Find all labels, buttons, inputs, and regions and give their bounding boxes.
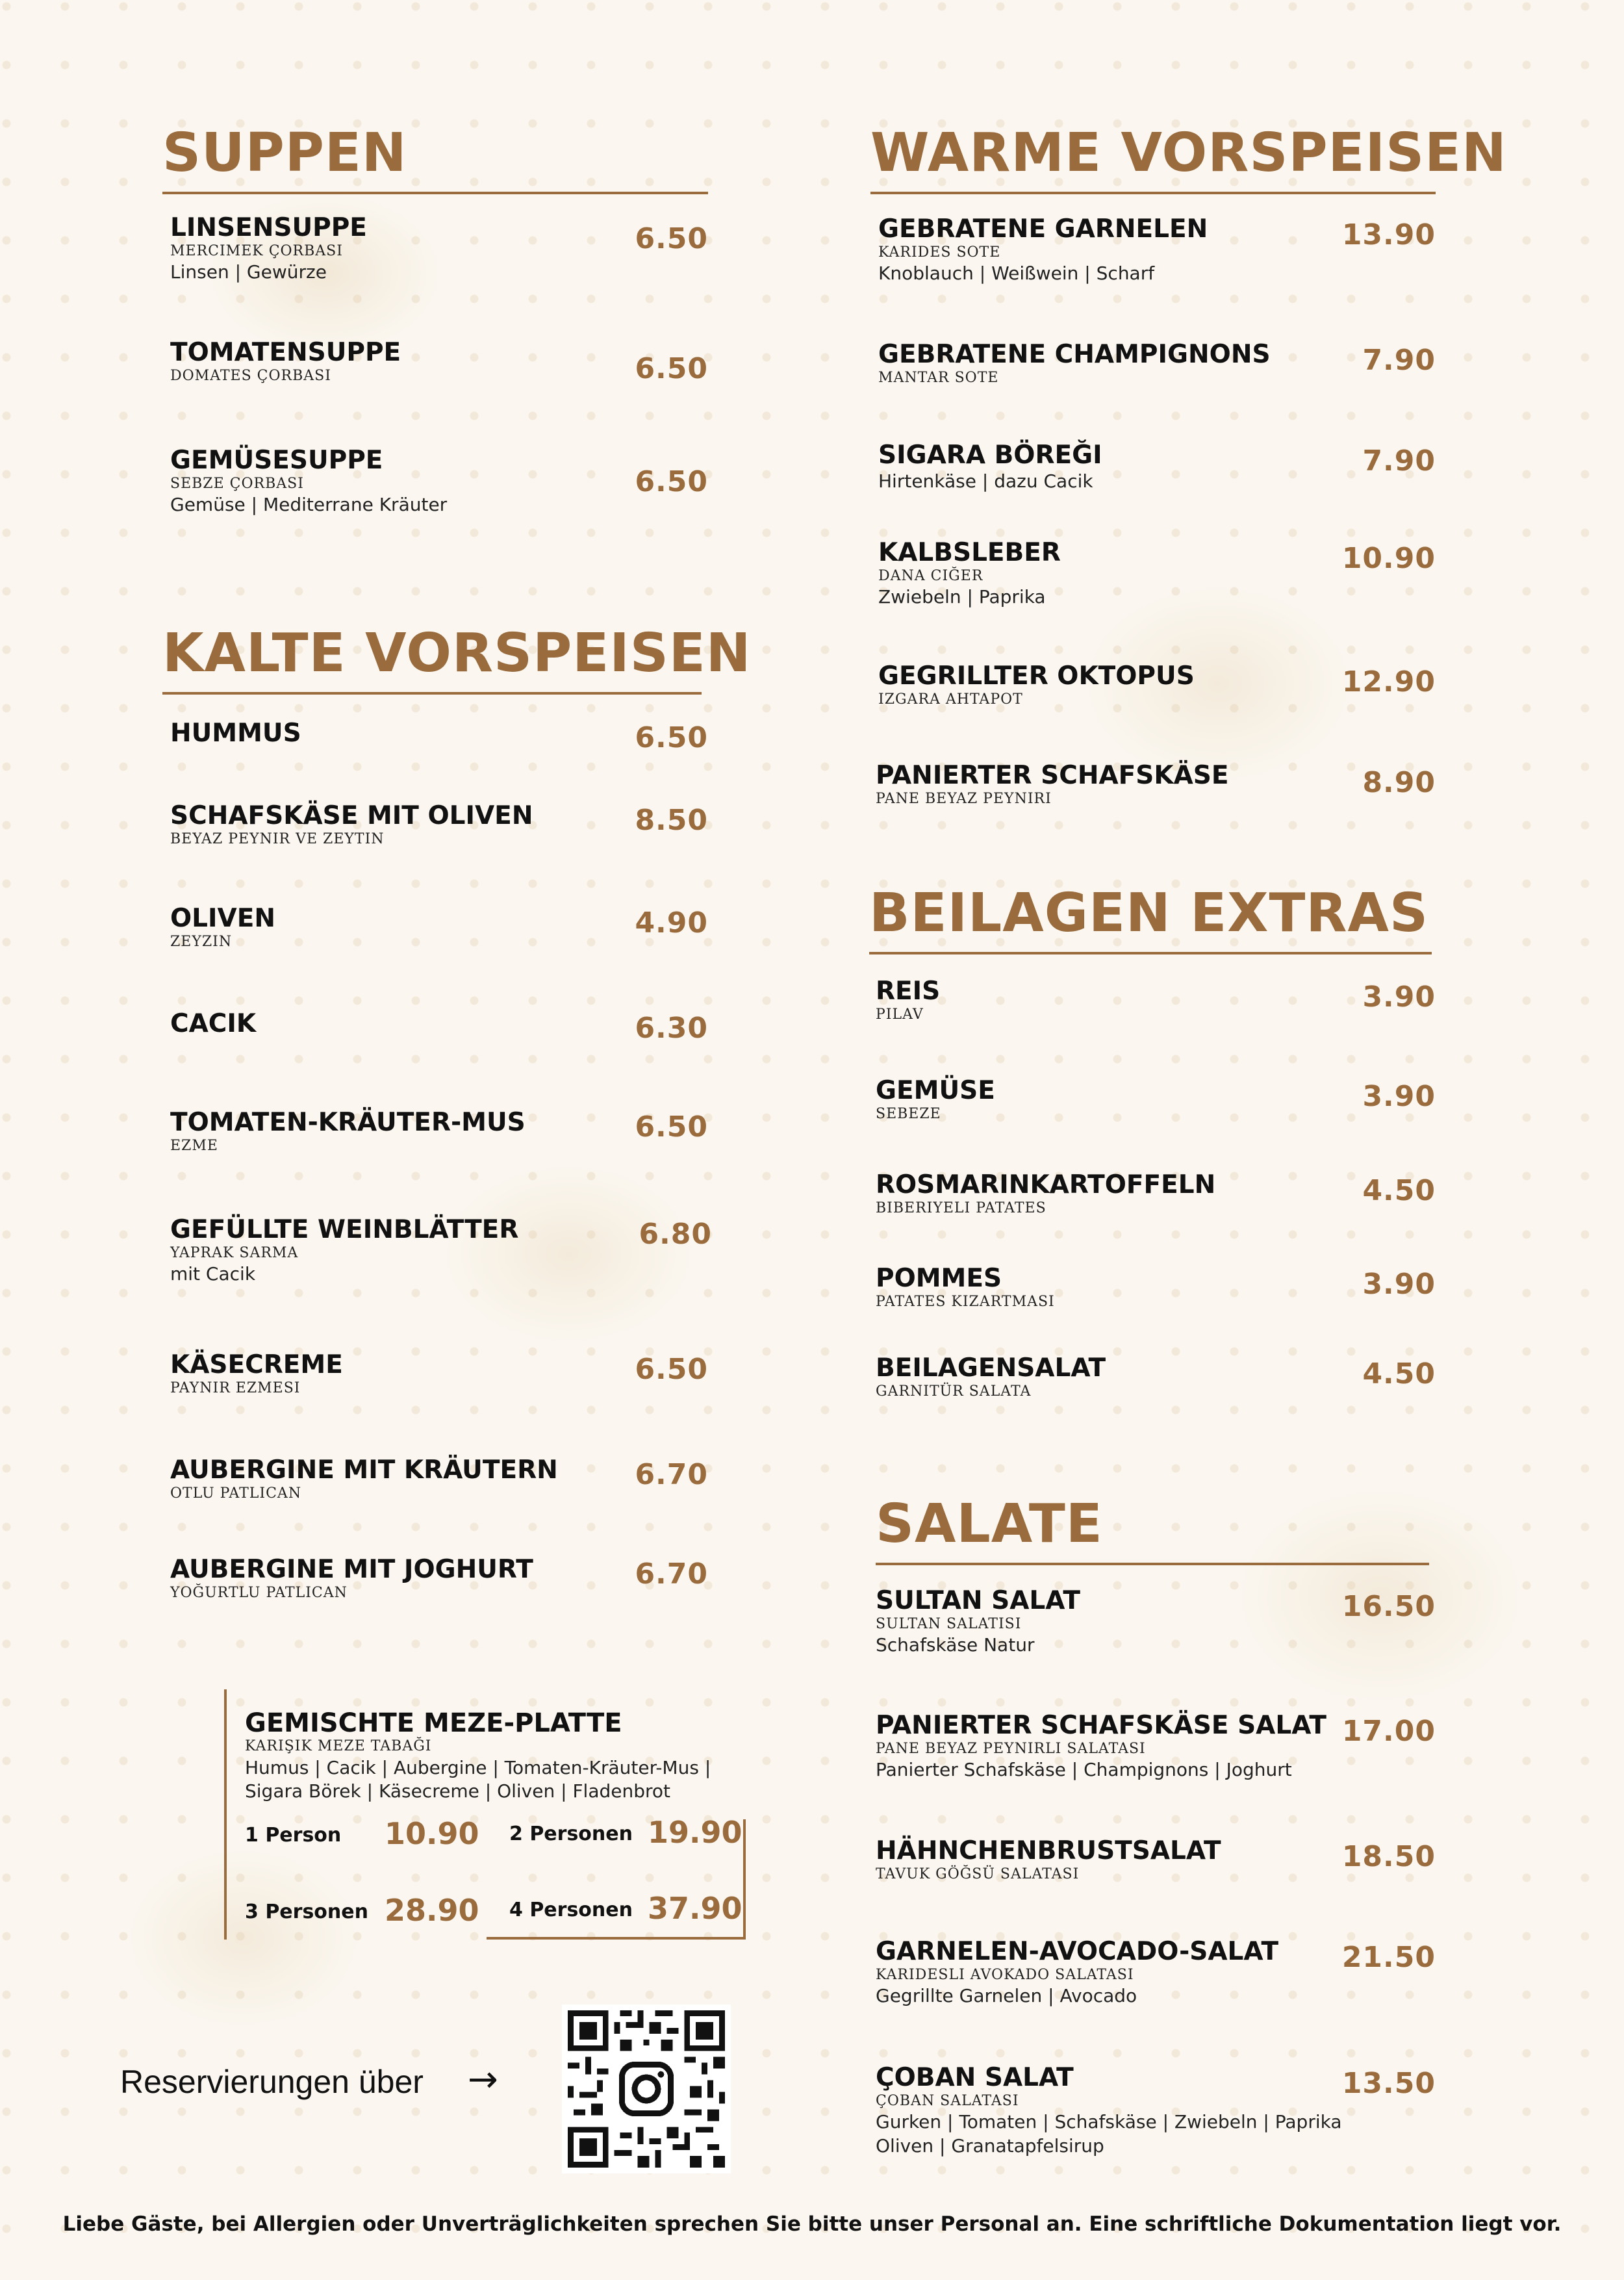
item-name: PANIERTER SCHAFSKÄSE bbox=[876, 761, 1229, 790]
menu-item bbox=[876, 2064, 1436, 2158]
item-name: SULTAN SALAT bbox=[876, 1586, 1081, 1615]
meze-subtitle: KARIŞIK MEZE TABAĞI bbox=[245, 1738, 432, 1754]
item-name: GEBRATENE CHAMPIGNONS bbox=[878, 340, 1271, 369]
item-price: 6.50 bbox=[635, 1353, 708, 1386]
item-subtitle: SEBZE ÇORBASI bbox=[170, 475, 304, 492]
item-price: 3.90 bbox=[1362, 1080, 1436, 1113]
item-description: mit Cacik bbox=[170, 1263, 256, 1285]
section-beilagen-extras bbox=[869, 882, 1432, 954]
item-price: 13.90 bbox=[1341, 218, 1436, 251]
menu-item bbox=[170, 447, 708, 517]
menu-item bbox=[878, 539, 1436, 609]
arrow-right-icon: → bbox=[468, 2058, 498, 2101]
item-name: GARNELEN-AVOCADO-SALAT bbox=[876, 1937, 1279, 1966]
menu-item bbox=[170, 1109, 708, 1155]
item-name: GEMÜSE bbox=[876, 1076, 995, 1105]
menu-item bbox=[876, 1077, 1436, 1123]
item-subtitle: PAYNIR EZMESI bbox=[170, 1379, 301, 1396]
item-price: 6.50 bbox=[635, 222, 708, 255]
item-subtitle: BEYAZ PEYNIR VE ZEYTIN bbox=[170, 830, 385, 847]
item-subtitle: KARIDESLI AVOKADO SALATASI bbox=[876, 1966, 1134, 1983]
price-4-personen: 37.90 bbox=[648, 1891, 742, 1926]
menu-item bbox=[878, 442, 1436, 493]
item-name: TOMATEN-KRÄUTER-MUS bbox=[170, 1108, 526, 1137]
item-subtitle: SEBEZE bbox=[876, 1105, 941, 1122]
item-name: GEFÜLLTE WEINBLÄTTER bbox=[170, 1215, 519, 1244]
item-name: BEILAGENSALAT bbox=[876, 1353, 1106, 1383]
item-subtitle: TAVUK GÖĞSÜ SALATASI bbox=[876, 1865, 1080, 1882]
section-kalte-vorspeisen bbox=[162, 622, 752, 695]
item-price: 8.50 bbox=[635, 804, 708, 837]
menu-item bbox=[876, 762, 1436, 808]
item-price: 6.50 bbox=[635, 1110, 708, 1144]
price-label-4-personen: 4 Personen bbox=[509, 1899, 633, 1921]
item-price: 4.50 bbox=[1362, 1357, 1436, 1390]
item-name: KÄSECREME bbox=[170, 1350, 343, 1379]
section-title-warme: WARME VORSPEISEN bbox=[870, 127, 1436, 194]
item-name: CACIK bbox=[170, 1009, 257, 1038]
item-price: 21.50 bbox=[1341, 1941, 1436, 1974]
section-salate bbox=[876, 1493, 1429, 1565]
item-name: AUBERGINE MIT JOGHURT bbox=[170, 1555, 533, 1584]
item-price: 16.50 bbox=[1341, 1590, 1436, 1623]
item-price: 6.70 bbox=[635, 1458, 708, 1491]
reservation-text: Reservierungen über bbox=[120, 2064, 424, 2100]
item-subtitle: ÇOBAN SALATASI bbox=[876, 2092, 1019, 2109]
section-title-salate: SALATE bbox=[876, 1498, 1429, 1565]
section-title-suppen: SUPPEN bbox=[162, 127, 708, 194]
item-subtitle: GARNITÜR SALATA bbox=[876, 1383, 1032, 1400]
item-description: Gemüse | Mediterrane Kräuter bbox=[170, 494, 448, 516]
menu-item bbox=[876, 1172, 1436, 1218]
price-3-personen: 28.90 bbox=[385, 1893, 479, 1928]
menu-item bbox=[170, 719, 708, 754]
menu-item bbox=[170, 1215, 712, 1287]
item-name: PANIERTER SCHAFSKÄSE SALAT bbox=[876, 1711, 1326, 1740]
item-name: REIS bbox=[876, 977, 941, 1006]
item-price: 6.80 bbox=[639, 1218, 712, 1251]
section-title-kalte: KALTE VORSPEISEN bbox=[162, 627, 702, 695]
item-name: LINSENSUPPE bbox=[170, 213, 367, 242]
item-name: HÄHNCHENBRUSTSALAT bbox=[876, 1836, 1221, 1865]
menu-item bbox=[876, 978, 1436, 1024]
item-subtitle: SULTAN SALATISI bbox=[876, 1615, 1022, 1632]
item-price: 6.70 bbox=[635, 1557, 708, 1591]
menu-item bbox=[876, 1265, 1436, 1311]
meze-description-line-2: Sigara Börek | Käsecreme | Oliven | Fladenbrot bbox=[245, 1780, 671, 1802]
item-description-line-2: Oliven | Granatapfelsirup bbox=[876, 2134, 1104, 2157]
item-name: SCHAFSKÄSE MIT OLIVEN bbox=[170, 801, 533, 830]
menu-item bbox=[876, 1355, 1436, 1401]
item-price: 7.90 bbox=[1362, 444, 1436, 478]
item-price: 6.30 bbox=[635, 1012, 708, 1045]
item-name: AUBERGINE MIT KRÄUTERN bbox=[170, 1455, 558, 1485]
section-warme-vorspeisen bbox=[870, 122, 1507, 194]
menu-item bbox=[170, 1556, 708, 1602]
item-name: GEGRILLTER OKTOPUS bbox=[878, 661, 1195, 691]
item-name: TOMATENSUPPE bbox=[170, 338, 401, 367]
meze-description-line-1: Humus | Cacik | Aubergine | Tomaten-Kräuter-Mus | bbox=[245, 1756, 711, 1778]
price-1-person: 10.90 bbox=[385, 1816, 479, 1851]
price-2-personen: 19.90 bbox=[648, 1815, 742, 1850]
item-subtitle: BIBERIYELI PATATES bbox=[876, 1199, 1047, 1216]
menu-item bbox=[170, 1457, 708, 1503]
item-description: Gurken | Tomaten | Schafskäse | Zwiebeln | Paprika bbox=[876, 2111, 1342, 2133]
item-description: Zwiebeln | Paprika bbox=[878, 586, 1046, 608]
item-price: 6.50 bbox=[635, 465, 708, 498]
item-description: Schafskäse Natur bbox=[876, 1634, 1035, 1656]
item-subtitle: YOĞURTLU PATLICAN bbox=[170, 1584, 348, 1601]
item-price: 13.50 bbox=[1341, 2067, 1436, 2100]
allergy-notice: Liebe Gäste, bei Allergien oder Unverträglichkeiten sprechen Sie bitte unser Personal an. Eine schriftliche Dokumentation liegt vor. bbox=[62, 2212, 1562, 2236]
item-name: ÇOBAN SALAT bbox=[876, 2063, 1074, 2092]
item-name: GEMÜSESUPPE bbox=[170, 446, 383, 475]
item-price: 4.90 bbox=[635, 906, 708, 940]
price-label-1-person: 1 Person bbox=[245, 1824, 342, 1847]
item-subtitle: DOMATES ÇORBASI bbox=[170, 367, 331, 384]
item-price: 7.90 bbox=[1362, 344, 1436, 377]
menu-item bbox=[170, 1009, 708, 1045]
menu-item bbox=[170, 802, 708, 849]
menu-item bbox=[170, 1351, 708, 1398]
item-price: 8.90 bbox=[1362, 766, 1436, 799]
item-subtitle: ZEYZIN bbox=[170, 933, 233, 950]
meze-platter-box bbox=[224, 1689, 743, 1940]
meze-name: GEMISCHTE MEZE-PLATTE bbox=[245, 1708, 622, 1738]
item-description: Linsen | Gewürze bbox=[170, 261, 327, 283]
menu-item bbox=[876, 1938, 1436, 2008]
qr-code-instagram-icon[interactable] bbox=[562, 2005, 731, 2173]
item-subtitle: MERCIMEK ÇORBASI bbox=[170, 242, 343, 259]
item-price: 3.90 bbox=[1362, 1268, 1436, 1301]
item-price: 6.50 bbox=[635, 721, 708, 754]
item-subtitle: KARIDES SOTE bbox=[878, 244, 1001, 261]
item-description: Hirtenkäse | dazu Cacik bbox=[878, 470, 1093, 492]
item-description: Gegrillte Garnelen | Avocado bbox=[876, 1985, 1137, 2007]
item-name: SIGARA BÖREĞI bbox=[878, 441, 1102, 470]
item-subtitle: YAPRAK SARMA bbox=[170, 1244, 299, 1261]
item-price: 10.90 bbox=[1341, 542, 1436, 575]
item-price: 6.50 bbox=[635, 352, 708, 385]
item-price: 17.00 bbox=[1341, 1715, 1436, 1748]
item-price: 12.90 bbox=[1341, 665, 1436, 698]
item-name: ROSMARINKARTOFFELN bbox=[876, 1170, 1216, 1199]
menu-item bbox=[876, 1838, 1436, 1884]
price-label-3-personen: 3 Personen bbox=[245, 1901, 368, 1923]
item-subtitle: PILAV bbox=[876, 1006, 924, 1023]
item-name: GEBRATENE GARNELEN bbox=[878, 214, 1208, 244]
menu-item bbox=[878, 663, 1436, 709]
item-price: 4.50 bbox=[1362, 1174, 1436, 1207]
menu-item bbox=[876, 1587, 1436, 1658]
item-name: POMMES bbox=[876, 1264, 1002, 1293]
menu-item bbox=[170, 214, 708, 285]
item-description: Panierter Schafskäse | Champignons | Joghurt bbox=[876, 1759, 1292, 1781]
section-suppen bbox=[162, 122, 708, 194]
box-border-bottom bbox=[487, 1937, 746, 1940]
item-price: 18.50 bbox=[1341, 1840, 1436, 1873]
item-price: 3.90 bbox=[1362, 980, 1436, 1014]
item-subtitle: EZME bbox=[170, 1137, 218, 1154]
menu-item bbox=[876, 1712, 1436, 1782]
item-subtitle: OTLU PATLICAN bbox=[170, 1485, 302, 1502]
item-name: KALBSLEBER bbox=[878, 538, 1061, 567]
section-title-beilagen: BEILAGEN EXTRAS bbox=[869, 887, 1432, 954]
item-subtitle: MANTAR SOTE bbox=[878, 369, 999, 386]
menu-item bbox=[170, 339, 708, 385]
price-label-2-personen: 2 Personen bbox=[509, 1823, 633, 1845]
item-subtitle: PANE BEYAZ PEYNIRLI SALATASI bbox=[876, 1740, 1146, 1757]
item-subtitle: PANE BEYAZ PEYNIRI bbox=[876, 790, 1052, 807]
menu-item bbox=[878, 341, 1436, 387]
item-subtitle: DANA CIĞER bbox=[878, 567, 983, 584]
menu-item bbox=[878, 216, 1436, 286]
item-description: Knoblauch | Weißwein | Scharf bbox=[878, 263, 1155, 285]
item-name: OLIVEN bbox=[170, 904, 275, 933]
menu-item bbox=[170, 905, 708, 951]
box-border-right bbox=[743, 1819, 746, 1940]
item-subtitle: IZGARA AHTAPOT bbox=[878, 691, 1023, 708]
item-subtitle: PATATES KIZARTMASI bbox=[876, 1293, 1055, 1310]
item-name: HUMMUS bbox=[170, 719, 301, 748]
